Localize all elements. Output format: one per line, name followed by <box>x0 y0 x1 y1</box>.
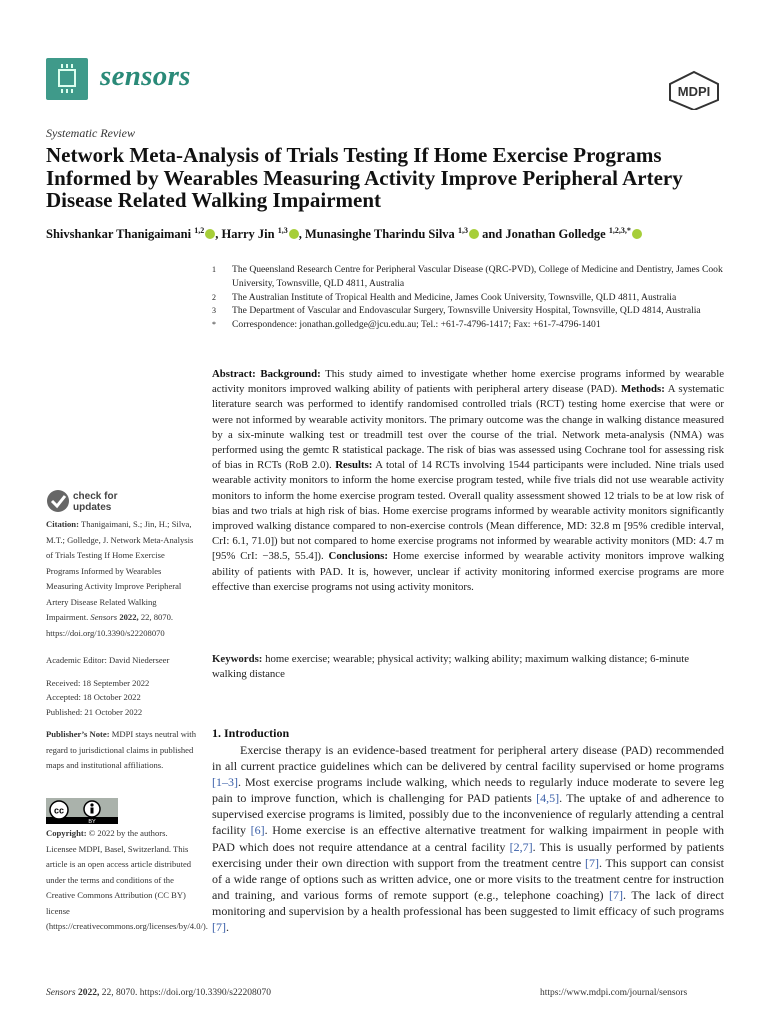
orcid-icon[interactable] <box>289 229 299 239</box>
copyright-notice: Copyright: © 2022 by the authors. Licensee MDPI, Basel, Switzerland. This article is an open access article distributed under the terms and conditions of the Creative Commons Attribution (CC BY) license (https://creativecommons.org/licenses/by/4.0/). <box>46 828 208 931</box>
citation-link[interactable]: [4,5] <box>536 791 560 806</box>
accepted-date: Accepted: 18 October 2022 <box>46 692 141 702</box>
article-type: Systematic Review <box>46 126 135 140</box>
orcid-icon[interactable] <box>469 229 479 239</box>
author-name: Harry Jin <box>221 227 275 242</box>
orcid-icon[interactable] <box>205 229 215 239</box>
academic-editor: Academic Editor: David Niederseer <box>46 655 170 665</box>
affiliation-item: 1 The Queensland Research Centre for Peripheral Vascular Disease (QRC-PVD), College of Medicine and Dentistry, James Cook University, Townsville, QLD 4811, Australia <box>212 264 723 289</box>
citation-link[interactable]: [7] <box>609 887 624 902</box>
mdpi-logo-icon <box>666 70 722 110</box>
citation-link[interactable]: [7] <box>212 920 226 935</box>
affiliation-item: 2 The Australian Institute of Tropical Health and Medicine, James Cook University, Townsville, QLD 4811, Australia <box>212 291 677 303</box>
author-name: Shivshankar Thanigaimani <box>46 227 192 242</box>
affiliation-item: 3 The Department of Vascular and Endovascular Surgery, Townsville University Hospital, Townsville, QLD 4814, Australia <box>212 305 701 317</box>
footer-citation: Sensors 2022, 22, 8070. https://doi.org/10.3390/s22208070 <box>46 988 271 998</box>
footer-journal-url[interactable]: https://www.mdpi.com/journal/sensors <box>540 988 688 998</box>
citation-link[interactable]: [7] <box>584 855 599 870</box>
citation-link[interactable]: [6] <box>250 823 265 838</box>
svg-text:updates: updates <box>73 502 112 513</box>
published-date: Published: 21 October 2022 <box>46 707 143 717</box>
orcid-icon[interactable] <box>632 229 642 239</box>
introduction-paragraph: Exercise therapy is an evidence-based treatment for peripheral artery disease (PAD) recommended in all current practice guidelines which can be delivered by central facility supervised or home programs [1–3]. Most exercise programs include walking, which needs to regularly induce moderate to severe leg pain to improve function, which is challenging for PAD patients [4,5]. The uptake of and adherence to supervised exercise programs is limited, possibly due to the inconvenience of regularly attending a central facility [6]. Home exercise is an effective alternative treatment for walking impairment in people with PAD which does not require attendance at a central facility [2,7]. This is usually performed by patients exercising under their own direction with support from the treatment centre [7]. This support can consist of a wide range of options such as written advice, one or more visits to the treatment centre for instruction and training, and various forms of remote support (e.g., telephone coaching) [7]. The lack of direct monitoring and supervision by a health professional has been suggested to limit efficacy of such programs [7]. <box>212 743 725 935</box>
paper-title: Network Meta-Analysis of Trials Testing If Home Exercise Programs Informed by Wearables Measuring Activity Improve Peripheral Artery Disease Related Walking Impairment <box>46 143 683 212</box>
svg-text:cc: cc <box>53 805 65 816</box>
sensors-journal-logo-icon <box>46 58 88 100</box>
journal-name: sensors <box>100 60 191 92</box>
section-heading: 1. Introduction <box>212 726 290 740</box>
author-name: Jonathan Golledge <box>505 227 606 242</box>
svg-text:check for: check for <box>73 491 118 502</box>
cc-by-license-icon[interactable] <box>46 798 118 824</box>
publisher-name: MDPI <box>677 84 711 99</box>
affiliations <box>212 263 732 332</box>
check-for-updates-badge[interactable] <box>46 486 176 516</box>
keywords: Keywords: home exercise; wearable; physical activity; walking ability; maximum walking distance; 6-minute walking distance <box>212 653 690 681</box>
abstract: Abstract: Background: This study aimed to investigate whether home exercise programs informed by wearable activity monitors improved walking ability of patients with peripheral artery disease (PAD). Methods: A systematic literature search was performed to identify randomised controlled trials (RCT) testing home exercise that were or were not informed by wearable activity monitors. The primary outcome was the change in walking distance measured by a six-minute walking test or treadmill test over the course of the trial. Network meta-analysis (NMA) was performed using the gemtc R statistical package. The risk of bias was assessed using Cochrane tool for assessing risk of bias in RCTs (RoB 2.0). Results: A total of 14 RCTs involving 1544 participants were included. Nine trials used wearable activity monitors to inform the home exercise program tested, while five trials did not use wearable activity monitors to inform the home exercise program tested. Overall quality assessment showed 12 trials to be at low risk of bias and two trials at high risk of bias. Home exercise programs informed by wearable activity monitors significantly improved walking distance compared to non-exercise controls (Mean difference, MD: 32.8 m [95% credible interval, CrI: 6.1, 71.0]) but not compared to home exercise programs not informed by wearable activity monitors (MD: 4.7 m [95% CrI: −38.5, 55.4]). Conclusions: Home exercise informed by wearable activity monitors improve walking ability of patients with PAD. It is, however, unclear if activity monitoring informed exercise programs are more effective than exercise programs not using activity monitors. <box>212 368 725 593</box>
received-date: Received: 18 September 2022 <box>46 678 150 688</box>
correspondence: * Correspondence: jonathan.golledge@jcu.edu.au; Tel.: +61-7-4796-1417; Fax: +61-7-4796-1401 <box>212 319 601 331</box>
citation-link[interactable]: [2,7] <box>509 839 533 854</box>
citation-link[interactable]: [1–3] <box>212 775 238 790</box>
publisher-note: Publisher’s Note: MDPI stays neutral with regard to jurisdictional claims in published maps and institutional affiliations. <box>46 729 196 770</box>
author-name: Munasinghe Tharindu Silva <box>304 227 455 242</box>
svg-text:BY: BY <box>88 819 96 824</box>
citation-block: Citation: Thanigaimani, S.; Jin, H.; Silva, M.T.; Golledge, J. Network Meta-Analysis of Trials Testing If Home Exercise Programs Informed by Wearables Measuring Activity Improve Peripheral Artery Disease Related Walking Impairment. Sensors 2022, 22, 8070. https://doi.org/10.3390/s22208070 <box>46 519 194 638</box>
author-list: Shivshankar Thanigaimani $^{1,2}$ , Harry Jin $^{1,3}$ , Munasinghe Tharindu Silva $^{1,3}$ and Jonathan Golledge $^{1,2,3,*}$ <box>46 226 746 242</box>
